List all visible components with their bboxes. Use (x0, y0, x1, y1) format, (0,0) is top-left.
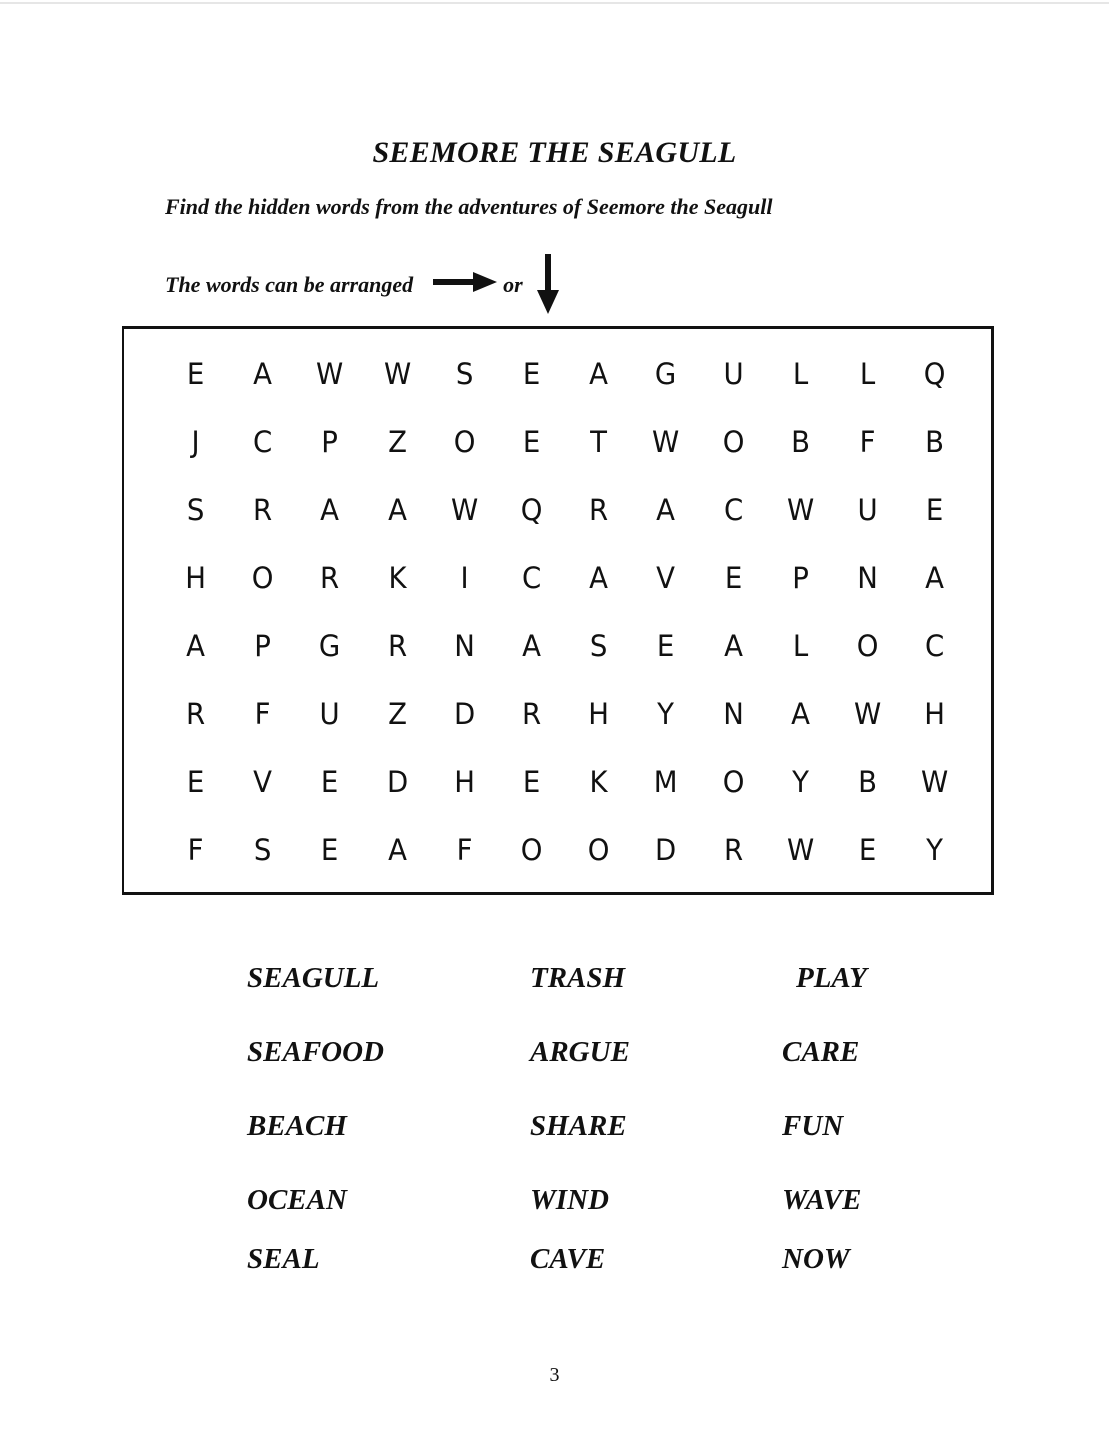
grid-letter: N (454, 629, 475, 663)
grid-letter: O (453, 425, 476, 459)
hidden-word: SEAGULL (247, 962, 380, 994)
hidden-word: PLAY (796, 962, 867, 994)
hidden-word: SEAFOOD (247, 1036, 384, 1068)
grid-letter: W (316, 357, 344, 391)
grid-letter: S (186, 493, 205, 527)
grid-letter: E (522, 357, 541, 391)
grid-letter: W (652, 425, 680, 459)
grid-letter: E (186, 765, 205, 799)
grid-letter: T (590, 425, 608, 459)
grid-letter: R (253, 493, 273, 527)
grid-letter: A (253, 357, 273, 391)
grid-letter: P (791, 561, 809, 595)
hidden-word: ARGUE (530, 1036, 630, 1068)
grid-letter: E (858, 833, 877, 867)
grid-letter: E (522, 425, 541, 459)
arrow-down-icon (537, 254, 559, 320)
hidden-word: WAVE (782, 1184, 862, 1216)
grid-letter: I (460, 561, 469, 595)
hidden-word: WIND (530, 1184, 609, 1216)
grid-letter: D (386, 765, 408, 799)
grid-letter: A (387, 833, 407, 867)
grid-letter: O (587, 833, 610, 867)
direction-instruction (165, 252, 559, 318)
grid-letter: L (792, 357, 808, 391)
grid-letter: N (722, 697, 744, 731)
hidden-word: SEAL (247, 1243, 320, 1275)
hidden-word: TRASH (530, 962, 626, 994)
grid-letter: O (520, 833, 543, 867)
scan-edge (0, 2, 1109, 4)
grid-letter: Q (923, 357, 946, 391)
grid-letter: U (723, 357, 744, 391)
grid-letter: Z (387, 425, 407, 459)
grid-letter: H (924, 697, 946, 731)
grid-letter: K (589, 765, 608, 799)
grid-letter: G (319, 629, 341, 663)
grid-letter: D (453, 697, 475, 731)
instructions-subtitle: Find the hidden words from the adventures of Seemore the Seagull (165, 194, 773, 219)
grid-letter: B (790, 425, 810, 459)
grid-letter: M (654, 765, 678, 799)
grid-letter: A (589, 357, 609, 391)
grid-letter: O (722, 425, 744, 459)
hidden-word: CAVE (530, 1243, 606, 1275)
grid-letter: C (723, 493, 743, 527)
grid-letter: A (723, 629, 743, 663)
grid-letter: A (925, 561, 945, 595)
page-title: SEEMORE THE SEAGULL (372, 136, 737, 169)
grid-letter: L (859, 357, 876, 391)
grid-letter: R (589, 493, 609, 527)
grid-letter: E (657, 629, 675, 663)
grid-letter: O (722, 765, 744, 799)
grid-letter: U (319, 697, 341, 731)
grid-letter: R (186, 697, 206, 731)
grid-letter: R (521, 697, 542, 731)
direction-text: The words can be arranged (165, 272, 414, 297)
direction-connector: or (503, 272, 523, 297)
grid-letter: E (522, 765, 541, 799)
grid-letter: W (786, 493, 814, 527)
grid-letter: E (925, 493, 944, 527)
grid-letter: E (321, 833, 339, 867)
grid-letter: B (925, 425, 945, 459)
grid-letter: W (853, 697, 882, 731)
grid-letter: A (522, 629, 541, 663)
grid-letter: V (253, 765, 273, 799)
grid-letter: A (790, 697, 810, 731)
grid-letter: W (383, 357, 411, 391)
grid-letter: C (521, 561, 542, 595)
page-number: 3 (549, 1364, 560, 1386)
grid-letter: E (321, 765, 339, 799)
grid-letter: W (450, 493, 478, 527)
grid-letter: N (857, 561, 878, 595)
grid-letter: J (191, 425, 200, 459)
grid-letter: E (724, 561, 742, 595)
grid-letter: S (254, 833, 272, 867)
grid-letter: P (254, 629, 272, 663)
grid-letter: U (857, 493, 878, 527)
grid-letter: Z (387, 697, 407, 731)
grid-letter: F (456, 833, 473, 867)
grid-letter: A (387, 493, 407, 527)
grid-letter: Y (791, 765, 809, 799)
grid-letter: V (656, 561, 676, 595)
grid-letter: A (320, 493, 340, 527)
grid-letter: H (185, 561, 206, 595)
grid-letter: D (655, 833, 677, 867)
grid-letter: C (253, 425, 273, 459)
grid-letter: H (588, 697, 610, 731)
grid-letter: R (723, 833, 743, 867)
grid-letter: P (321, 425, 339, 459)
grid-letter: Y (926, 833, 944, 867)
grid-letter: Q (520, 493, 543, 527)
grid-letter: W (786, 833, 814, 867)
hidden-word: SHARE (530, 1110, 627, 1142)
hidden-word: NOW (782, 1243, 850, 1275)
grid-letter: W (921, 765, 949, 799)
grid-letter: E (186, 357, 205, 391)
grid-letter: Y (657, 697, 675, 731)
grid-letter: A (656, 493, 676, 527)
grid-letter: L (792, 629, 808, 663)
grid-letter: F (254, 697, 271, 731)
arrow-right-icon (433, 272, 497, 298)
grid-letter: C (925, 629, 945, 663)
grid-letter: A (186, 629, 206, 663)
grid-letter: K (388, 561, 407, 595)
hidden-word: FUN (782, 1110, 844, 1142)
grid-letter: A (589, 561, 609, 595)
grid-letter: F (859, 425, 876, 459)
grid-letter: R (320, 561, 340, 595)
grid-letter: S (455, 357, 474, 391)
hidden-word: CARE (782, 1036, 860, 1068)
hidden-word: BEACH (247, 1110, 347, 1142)
letter-grid (162, 340, 968, 884)
grid-letter: H (453, 765, 475, 799)
grid-letter: O (251, 561, 274, 595)
grid-letter: S (589, 629, 608, 663)
grid-letter: F (187, 833, 204, 867)
grid-letter: O (856, 629, 879, 663)
grid-letter: G (655, 357, 677, 391)
hidden-word: OCEAN (247, 1184, 347, 1216)
grid-letter: R (387, 629, 407, 663)
grid-letter: B (858, 765, 877, 799)
